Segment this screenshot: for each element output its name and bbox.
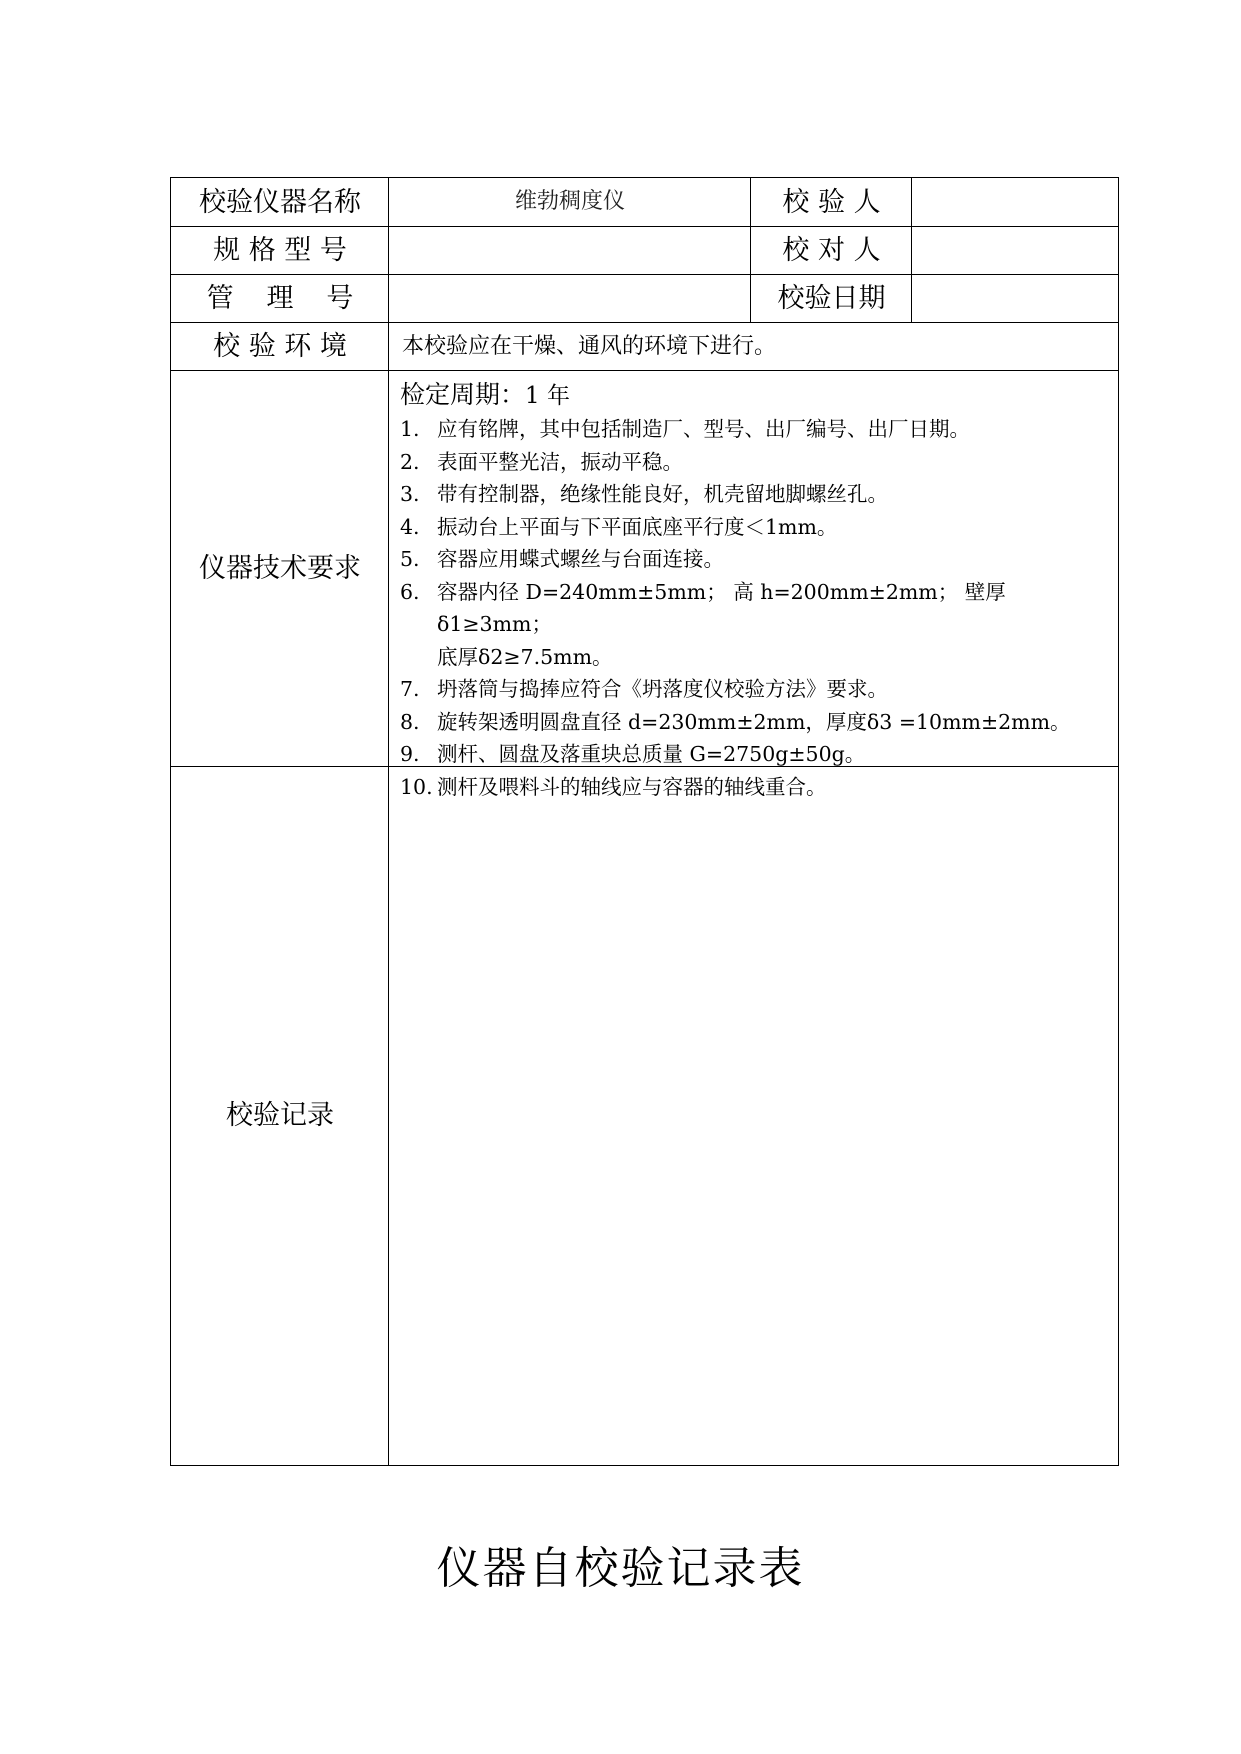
record-label: 校验记录: [226, 1100, 334, 1131]
calibration-cycle-label: 检定周期：: [400, 380, 526, 409]
requirement-number: 9.: [400, 742, 420, 766]
requirement-text: 容器应用蝶式螺丝与台面连接。: [437, 547, 724, 571]
requirement-item: [400, 478, 1115, 511]
column-divider: [911, 177, 912, 322]
requirement-text: 测杆及喂料斗的轴线应与容器的轴线重合。: [437, 774, 827, 799]
requirement-item: [400, 673, 1115, 706]
requirement-number: 7.: [400, 677, 420, 701]
requirements-list: [400, 413, 1115, 803]
date-value[interactable]: [913, 275, 1117, 322]
management-number-label: 管 理 号: [206, 283, 354, 314]
requirement-text: 应有铭牌，其中包括制造厂、型号、出厂编号、出厂日期。: [437, 417, 970, 441]
requirement-text: 测杆、圆盘及落重块总质量 G=2750g±50g。: [437, 742, 866, 766]
model-value[interactable]: [390, 227, 750, 274]
requirement-item: [400, 413, 1115, 446]
management-number-value[interactable]: [390, 275, 750, 322]
column-divider: [750, 177, 751, 322]
requirement-number: 5.: [400, 547, 420, 571]
date-label: 校验日期: [777, 283, 886, 314]
requirement-item: [400, 446, 1115, 479]
calibration-cycle-value: 1 年: [525, 383, 570, 409]
checker-label: 校 对 人: [782, 235, 881, 266]
requirement-number: 3.: [400, 482, 420, 506]
requirement-item: [400, 543, 1115, 576]
requirement-text: 容器内径 D=240mm±5mm； 高 h=200mm±2mm； 壁厚δ1≥3mm；: [437, 579, 1006, 636]
requirement-text: 旋转架透明圆盘直径 d=230mm±2mm，厚度δ3 =10mm±2mm。: [437, 709, 1071, 734]
technical-requirements-label: 仪器技术要求: [199, 553, 361, 584]
requirement-text: 带有控制器，绝缘性能良好，机壳留地脚螺丝孔。: [437, 482, 888, 506]
environment-value: 本校验应在干燥、通风的环境下进行。: [402, 333, 777, 359]
requirement-item: [400, 706, 1115, 739]
requirement-number: 2.: [400, 449, 420, 474]
environment-label: 校 验 环 境: [213, 331, 347, 362]
requirement-number: 4.: [400, 514, 420, 539]
requirement-text: 底厚δ2≥7.5mm。: [437, 644, 613, 669]
requirement-item: [400, 641, 1115, 674]
instrument-name-label: 校验仪器名称: [199, 187, 361, 218]
requirement-text: 坍落筒与捣捧应符合《坍落度仪校验方法》要求。: [437, 677, 888, 701]
calibration-cycle: [400, 380, 1115, 410]
requirement-number: 6.: [400, 579, 420, 604]
column-divider: [388, 177, 389, 1466]
model-label: 规 格 型 号: [213, 235, 347, 266]
requirement-text: 表面平整光洁，振动平稳。: [437, 449, 683, 474]
document-title: 仪器自校验记录表: [436, 1543, 805, 1594]
requirement-item: [400, 511, 1115, 544]
inspector-label: 校 验 人: [782, 187, 881, 218]
requirement-number: [400, 641, 437, 674]
instrument-name-value[interactable]: 维勃稠度仪: [514, 188, 625, 214]
requirement-number: 8.: [400, 709, 420, 734]
requirement-text: 振动台上平面与下平面底座平行度＜1mm。: [437, 514, 838, 539]
requirement-number: 10.: [400, 774, 433, 799]
checker-value[interactable]: [913, 227, 1117, 274]
technical-requirements-content: [400, 380, 1115, 803]
requirement-item: [400, 576, 1115, 641]
requirement-item: [400, 738, 1115, 771]
requirement-number: 1.: [400, 417, 420, 441]
record-area[interactable]: [390, 767, 1117, 1464]
inspector-value[interactable]: [913, 179, 1117, 226]
